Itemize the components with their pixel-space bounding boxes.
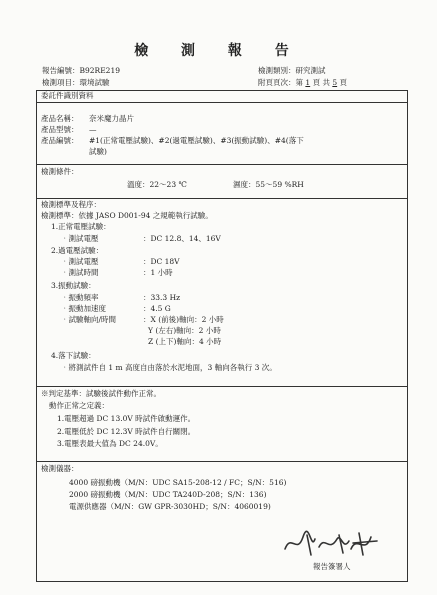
signatory-label: 報告簽署人: [313, 562, 351, 571]
s2-time-label: ‧測試時間: [61, 268, 99, 277]
section-2-title: 2.過電壓試驗：: [51, 246, 104, 255]
instrument-item: 電源供應器（M/N：GW GPR-3030HD；S/N：4060019): [69, 502, 271, 511]
humidity: 濕度：55～59 %RH: [233, 180, 304, 189]
s2-voltage-label: ‧測試電壓: [61, 257, 99, 266]
divider: [37, 198, 407, 199]
instrument-item: 4000 磅振動機（M/N：UDC SA15-208-12 / FC；S/N：516): [69, 478, 287, 487]
section-3-title: 3.振動試驗：: [51, 281, 96, 290]
report-number-label: 報告編號：: [42, 66, 80, 75]
test-item-value: 環境試驗: [79, 78, 110, 87]
conditions-heading: 檢測條件：: [41, 167, 79, 176]
s3-frequency-value: ：33.3 Hz: [143, 293, 181, 302]
product-test-line1: #1(正常電壓試驗)、#2(過電壓試驗)、#3(振動試驗)、#4(落下: [89, 136, 304, 145]
report-title: 檢 測 報 告: [134, 43, 303, 59]
test-category-label: 檢測類別：: [258, 66, 296, 75]
s2-voltage-value: ：DC 18V: [143, 257, 180, 266]
client-heading: 委託件識別資料: [41, 91, 94, 100]
divider: [37, 386, 407, 387]
page-count: [258, 78, 347, 88]
criteria-line2: 動作正常之定義：: [49, 401, 109, 410]
product-test-label: 產品編號：: [41, 136, 79, 145]
product-name-label: 產品名稱：: [41, 114, 79, 123]
s1-voltage-label: ‧測試電壓: [61, 234, 99, 243]
report-number-value: B92RE219: [79, 66, 120, 75]
divider: [37, 164, 407, 165]
criteria-item3: 3.電壓表最大值為 DC 24.0V。: [57, 439, 163, 448]
page-label-mid: 頁 共: [312, 78, 330, 87]
handwritten-signature: [281, 529, 381, 559]
test-category-value: 研究測試: [295, 66, 326, 75]
product-test-line2: 試驗): [89, 147, 107, 156]
section-4-title: 4.落下試驗：: [51, 351, 96, 360]
s4-text: ‧將測試件自 1 m 高度自由落於水泥地面，3 軸向各執行 3 次。: [61, 363, 277, 372]
s3-frequency-label: ‧振動頻率: [61, 293, 99, 302]
product-model-label: 產品型號：: [41, 125, 79, 134]
page-label-pre: 附頁頁次：第: [258, 78, 303, 87]
page-current: 1: [305, 78, 311, 87]
section-1-title: 1.正常電壓試驗：: [51, 222, 111, 231]
page-label-post: 頁: [339, 78, 348, 87]
divider: [37, 461, 407, 462]
report-number: [42, 66, 120, 76]
test-category: [258, 66, 326, 76]
divider: [37, 102, 407, 103]
criteria-line1: ※判定基準：試驗後試件動作正常。: [41, 389, 161, 398]
temperature: 溫度：22～23 ℃: [127, 180, 187, 189]
page-total: 5: [332, 78, 338, 87]
s3-acceleration-label: ‧振動加速度: [61, 304, 106, 313]
test-item: [42, 78, 110, 88]
criteria-item1: 1.電壓超過 DC 13.0V 時試件啟動運作。: [57, 414, 196, 423]
s1-voltage-value: ：DC 12.8、14、16V: [143, 234, 221, 243]
standard-line: 檢測標準：依據 JASO D001-94 之規範執行試驗。: [41, 211, 213, 220]
report-table: [36, 90, 408, 582]
instrument-item: 2000 磅振動機（M/N：UDC TA240D-208；S/N：136): [69, 490, 267, 499]
s3-axis-label: ‧試驗軸向/時間: [61, 315, 117, 324]
instruments-heading: 檢測儀器：: [41, 464, 79, 473]
s3-axis-z: Z (上下)軸向：4 小時: [148, 337, 222, 346]
standard-heading: 檢測標準及程序：: [41, 200, 101, 209]
criteria-item2: 2.電壓低於 DC 12.3V 時試件自行關閉。: [57, 427, 196, 436]
s3-axis-x: ：X (前後)軸向：2 小時: [143, 315, 224, 324]
s3-axis-y: Y (左右)軸向：2 小時: [148, 326, 221, 335]
product-model-value: —: [89, 125, 97, 134]
s3-acceleration-value: ：4.5 G: [143, 304, 171, 313]
product-name-value: 奈米魔力晶片: [89, 114, 134, 123]
s2-time-value: ：1 小時: [143, 268, 173, 277]
test-item-label: 檢測項目：: [42, 78, 80, 87]
